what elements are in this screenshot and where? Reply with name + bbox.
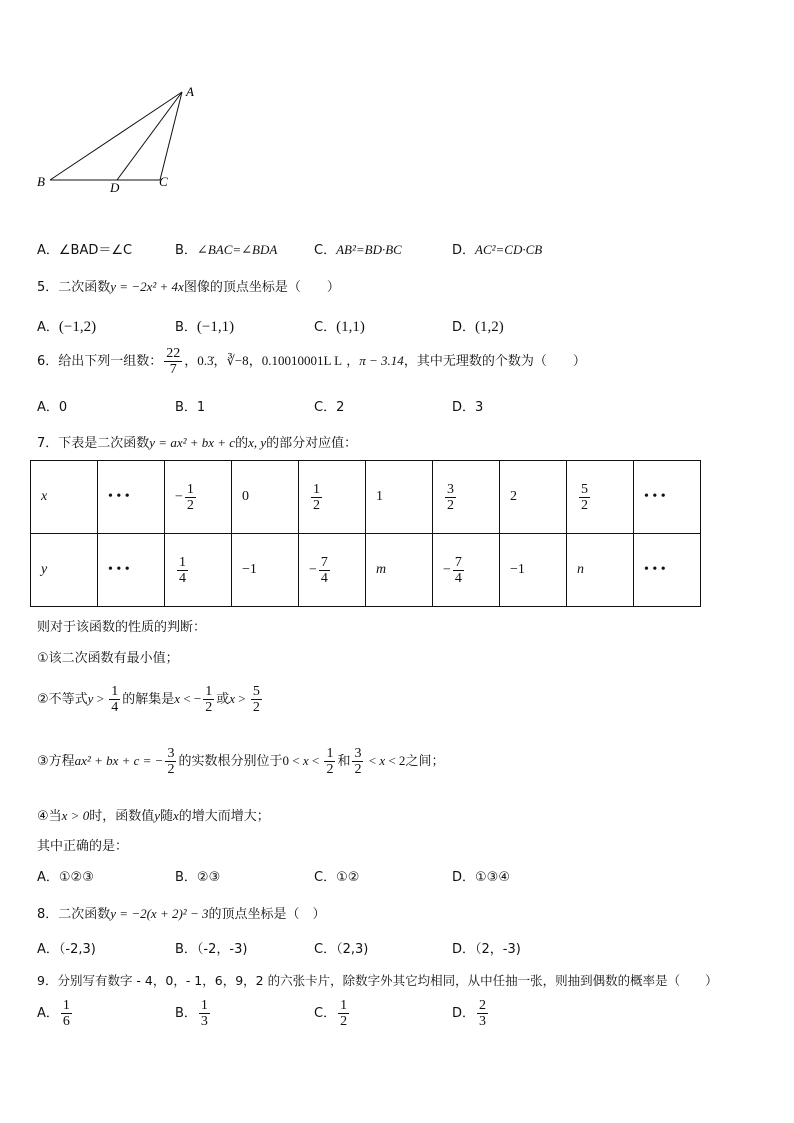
q7-option-c[interactable]	[314, 866, 359, 885]
q6-option-d[interactable]	[452, 396, 483, 415]
option-letter: A．	[37, 320, 59, 335]
q6-pi-expression: π − 3.14	[359, 353, 404, 368]
q7-statement-4: ④当x > 0时，函数值y随x的增大而增大；	[37, 808, 270, 824]
option-letter: B．	[175, 320, 197, 335]
triangle-figure	[30, 80, 210, 200]
option-letter: C．	[314, 1006, 337, 1021]
q7-statement-1: ①该二次函数有最小值；	[37, 651, 179, 666]
question-9: 9．分别写有数字 - 4，0，- 1，6，9，2 的六张卡片，除数字外其它均相同，从中任抽一张，则抽到偶数的概率是（ ）	[37, 973, 718, 988]
option-letter: D．	[452, 1006, 476, 1021]
q7-prefix: 7．下表是二次函数	[37, 436, 150, 451]
table-x-cell: 1	[366, 461, 433, 534]
q7-vars: x, y	[248, 435, 267, 450]
option-letter: A．	[37, 1006, 59, 1021]
q7-statement-3: ③方程ax² + bx + c = − $\frac{3}{2}$ 的实数根分别位于0 < x < $\frac{1}{2}$ 和 $\frac{3}{2}$ < x < 2之间；	[37, 746, 445, 777]
q6-cube-root: ∛−8	[226, 353, 249, 368]
option-letter: B．	[175, 870, 197, 885]
q6-fraction: $\frac{22}{7}$	[166, 346, 181, 377]
option-letter: A．	[37, 942, 59, 957]
table-y-cell: y	[31, 534, 98, 607]
q6-option-a[interactable]	[37, 396, 67, 415]
option-text: ∠BAD＝∠C	[58, 243, 133, 258]
q6-suffix: ，其中无理数的个数为（ ）	[403, 354, 586, 369]
q4-option-d[interactable]	[452, 239, 542, 258]
option-letter: A．	[37, 870, 59, 885]
q6-option-b[interactable]	[175, 396, 205, 415]
option-text: (1,1)	[336, 319, 365, 335]
option-letter: D．	[452, 243, 476, 258]
table-y-cell: $\frac{1}{4}$	[165, 534, 232, 607]
table-x-cell: $\frac{5}{2}$	[567, 461, 634, 534]
q5-prefix: 5．二次函数	[37, 280, 111, 295]
option-letter: D．	[452, 320, 476, 335]
option-text: 1	[196, 400, 206, 415]
table-y-cell: − $\frac{7}{4}$	[299, 534, 366, 607]
q6-option-c[interactable]	[314, 396, 344, 415]
table-y-cell: −1	[500, 534, 567, 607]
option-text: AB²=BD·BC	[336, 242, 402, 257]
q5-expression: y = −2x² + 4x	[110, 279, 184, 294]
table-row-x	[31, 461, 701, 534]
option-letter: C．	[314, 243, 337, 258]
option-text: 0	[58, 400, 68, 415]
table-x-cell: • • •	[634, 461, 701, 534]
q7-option-a[interactable]	[37, 866, 94, 885]
table-y-cell: m	[366, 534, 433, 607]
q5-option-d[interactable]	[452, 316, 504, 336]
q5-option-b[interactable]	[175, 316, 234, 336]
table-row-y	[31, 534, 701, 607]
table-x-cell: 2	[500, 461, 567, 534]
q5-suffix: 图像的顶点坐标是（ ）	[183, 280, 340, 295]
q9-option-c[interactable]: C． $\frac{1}{2}$	[314, 998, 348, 1029]
option-text: AC²=CD·CB	[475, 242, 543, 257]
q9-option-b[interactable]: B． $\frac{1}{3}$	[175, 998, 208, 1029]
q8-option-d[interactable]	[452, 938, 521, 957]
option-text: ①③④	[475, 870, 510, 885]
option-text: (−1,2)	[58, 319, 97, 335]
option-letter: B．	[175, 400, 197, 415]
table-x-cell: x	[31, 461, 98, 534]
q7-expression: y = ax² + bx + c	[149, 435, 236, 450]
q6-prefix: 6．给出下列一组数：	[37, 354, 163, 369]
option-letter: A．	[37, 400, 59, 415]
value-table	[30, 460, 701, 607]
q8-option-c[interactable]	[314, 938, 368, 957]
option-text: ②③	[196, 870, 221, 885]
option-text: 3	[475, 400, 484, 415]
q5-option-a[interactable]	[37, 316, 96, 336]
option-letter: D．	[452, 942, 476, 957]
option-letter: A．	[37, 243, 59, 258]
table-y-cell: • • •	[634, 534, 701, 607]
option-text: ①②③	[58, 870, 94, 885]
q5-option-c[interactable]	[314, 316, 365, 336]
option-letter: D．	[452, 870, 476, 885]
question-6: 6．给出下列一组数： $\frac{22}{7}$ ，0.3̇，∛−8，0.10010001L L ，π − 3.14，其中无理数的个数为（ ）	[37, 346, 586, 377]
option-letter: B．	[175, 1006, 197, 1021]
question-5	[37, 276, 340, 295]
q8-option-a[interactable]	[37, 938, 96, 957]
option-letter: B．	[175, 243, 197, 258]
option-text: (−1,1)	[196, 319, 235, 335]
table-x-cell: • • •	[98, 461, 165, 534]
option-letter: C．	[314, 942, 337, 957]
option-text: （2，-3)	[475, 942, 521, 957]
option-text: （-2,3)	[58, 942, 96, 957]
q8-option-b[interactable]	[175, 938, 247, 957]
option-text: ①②	[336, 870, 360, 885]
q4-option-b[interactable]	[175, 239, 277, 258]
table-x-cell: − $\frac{1}{2}$	[165, 461, 232, 534]
q4-option-a[interactable]	[37, 239, 132, 258]
label-c: C	[159, 174, 168, 189]
option-text: （2,3)	[336, 942, 369, 957]
q7-option-b[interactable]	[175, 866, 220, 885]
option-letter: C．	[314, 870, 337, 885]
q7-option-d[interactable]	[452, 866, 510, 885]
table-x-cell: $\frac{1}{2}$	[299, 461, 366, 534]
label-a: A	[186, 84, 194, 99]
option-letter: B．	[175, 942, 197, 957]
q7-which: 其中正确的是：	[37, 839, 129, 854]
table-x-cell: 0	[232, 461, 299, 534]
option-text: 2	[336, 400, 345, 415]
option-text: (1,2)	[475, 319, 504, 335]
question-8	[37, 903, 325, 922]
q8-expression: y = −2(x + 2)² − 3	[110, 906, 209, 921]
label-b: B	[37, 174, 45, 189]
q7-statement-2: ②不等式y > $\frac{1}{4}$ 的解集是x < − $\frac{1}{2}$ 或x > $\frac{5}{2}$	[37, 684, 260, 715]
label-d: D	[110, 180, 120, 195]
option-letter: C．	[314, 400, 337, 415]
option-letter: D．	[452, 400, 476, 415]
option-text: （-2，-3)	[196, 942, 248, 957]
option-text: ∠BAC=∠BDA	[196, 242, 278, 257]
q8-prefix: 8．二次函数	[37, 907, 111, 922]
q8-suffix: 的顶点坐标是（ ）	[208, 907, 326, 922]
q9-option-a[interactable]: A． $\frac{1}{6}$	[37, 998, 70, 1029]
q7-intro: 则对于该函数的性质的判断：	[37, 620, 207, 635]
table-y-cell: − $\frac{7}{4}$	[433, 534, 500, 607]
table-x-cell: $\frac{3}{2}$	[433, 461, 500, 534]
q7-suffix: 的部分对应值：	[266, 436, 358, 451]
q4-option-c[interactable]	[314, 239, 402, 258]
option-letter: C．	[314, 320, 337, 335]
q6-repeating-decimal: 0.3̇	[197, 353, 214, 368]
table-y-cell: • • •	[98, 534, 165, 607]
table-y-cell: n	[567, 534, 634, 607]
question-7: 7．下表是二次函数y = ax² + bx + c的x, y的部分对应值：	[37, 435, 358, 451]
table-y-cell: −1	[232, 534, 299, 607]
q6-decimal: 0.10010001L L	[261, 353, 343, 368]
q9-option-d[interactable]: D． $\frac{2}{3}$	[452, 998, 487, 1029]
